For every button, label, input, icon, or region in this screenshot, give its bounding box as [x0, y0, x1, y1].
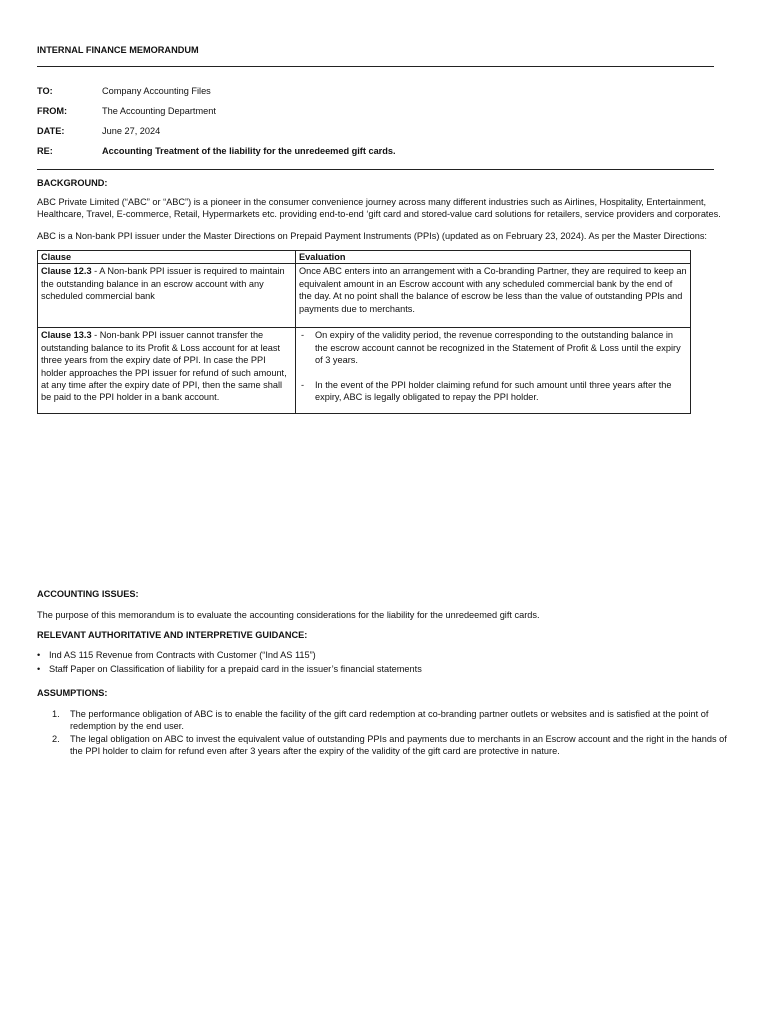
header-value: The Accounting Department [102, 106, 216, 116]
clause-number: Clause 13.3 [41, 330, 92, 341]
list-item [37, 733, 727, 758]
memo-page [37, 0, 727, 1024]
header-label: DATE: [37, 126, 65, 136]
guidance-heading: RELEVANT AUTHORITATIVE AND INTERPRETIVE GUIDANCE: [37, 630, 308, 640]
accounting-issues-text: The purpose of this memorandum is to evaluate the accounting considerations for the liability for the unredeemed gift cards. [37, 610, 540, 620]
evaluation-list [299, 329, 687, 403]
dash-marker: - [301, 379, 305, 390]
background-heading: BACKGROUND: [37, 178, 108, 188]
assumptions-list [37, 708, 727, 758]
assumptions-heading: ASSUMPTIONS: [37, 688, 108, 698]
list-item-text: The legal obligation on ABC to invest the equivalent value of outstanding PPIs and payments due to merchants in an Escrow account and the right in the hands of the PPI holder to claim for refund even after 3 years after the expiry of the validity of the gift card are protective in nature. [70, 733, 727, 757]
list-number: 2. [52, 733, 60, 744]
table-row [38, 264, 691, 328]
guidance-list [37, 649, 727, 676]
evaluation-cell [296, 328, 691, 414]
memo-title: INTERNAL FINANCE MEMORANDUM [37, 45, 199, 55]
list-item-text: The performance obligation of ABC is to enable the facility of the gift card redemption at co-branding partner outlets or websites and is satisfied at the point of redemption by the end user. [70, 709, 709, 732]
list-item [37, 649, 727, 663]
dash-marker: - [301, 330, 305, 341]
accounting-issues-heading: ACCOUNTING ISSUES: [37, 589, 139, 599]
list-number: 1. [52, 709, 60, 719]
divider [37, 66, 714, 67]
background-paragraph: ABC Private Limited (“ABC” or “ABC”) is a pioneer in the consumer convenience journey across many different industries such as Airlines, Hospitality, Entertainment, Healthcare, Travel, E-commerce, Retail, Hypermarkets etc. providing end-to-end ‘gift card and stored-value card solutions for retailers, service providers and corporates. [37, 197, 721, 220]
table-header-evaluation: Evaluation [296, 251, 691, 264]
clauses-table [37, 250, 691, 414]
divider [37, 169, 714, 170]
list-item-text: On expiry of the validity period, the revenue corresponding to the outstanding balance in the escrow account cannot be recognized in the Statement of Profit & Loss until the expiry of 3 years. [315, 330, 681, 366]
list-item [37, 663, 727, 677]
bullet-icon: • [37, 650, 41, 660]
header-value: June 27, 2024 [102, 126, 161, 136]
evaluation-cell: Once ABC enters into an arrangement with a Co-branding Partner, they are required to keep an equivalent amount in an Escrow account with any scheduled commercial bank by the end of the day. At no point shall the balance of escrow be less than the value of outstanding PPIs and payments due to merchants. [296, 264, 691, 328]
header-value: Company Accounting Files [102, 86, 211, 96]
background-paragraph: ABC is a Non-bank PPI issuer under the Master Directions on Prepaid Payment Instruments (PPIs) (updated as on February 23, 2024). As per the Master Directions: [37, 231, 707, 241]
list-item [37, 708, 727, 733]
header-row-date [37, 125, 727, 139]
clause-number: Clause 12.3 [41, 266, 92, 277]
bullet-icon: • [37, 663, 41, 674]
table-header-clause: Clause [38, 251, 296, 264]
clause-text: - A Non-bank PPI issuer is required to maintain the outstanding balance in an escrow account with any scheduled commercial bank [41, 266, 285, 302]
header-row-from [37, 105, 727, 119]
list-item-text: Ind AS 115 Revenue from Contracts with Customer (“Ind AS 115”) [49, 650, 316, 660]
list-item [299, 329, 687, 366]
clause-cell [38, 328, 296, 414]
subject-line: Accounting Treatment of the liability for the unredeemed gift cards. [102, 146, 396, 156]
clause-cell [38, 264, 296, 328]
table-row [38, 328, 691, 414]
header-label: TO: [37, 86, 53, 96]
header-row-to [37, 85, 727, 99]
list-item [299, 379, 687, 404]
list-item-text: Staff Paper on Classification of liability for a prepaid card in the issuer’s financial statements [49, 663, 422, 674]
header-row-re [37, 145, 727, 159]
clause-text: - Non-bank PPI issuer cannot transfer the outstanding balance to its Profit & Loss account for at least three years from the expiry date of PPI. In case the PPI holder approaches the PPI issuer for refund of such amount, at any time after the expiry date of PPI, then the same shall be paid to the PPI holder in a bank account. [41, 330, 287, 403]
list-item-text: In the event of the PPI holder claiming refund for such amount until three years after the expiry, ABC is legally obligated to repay the PPI holder. [315, 379, 672, 403]
header-label: RE: [37, 146, 53, 156]
header-label: FROM: [37, 106, 68, 116]
